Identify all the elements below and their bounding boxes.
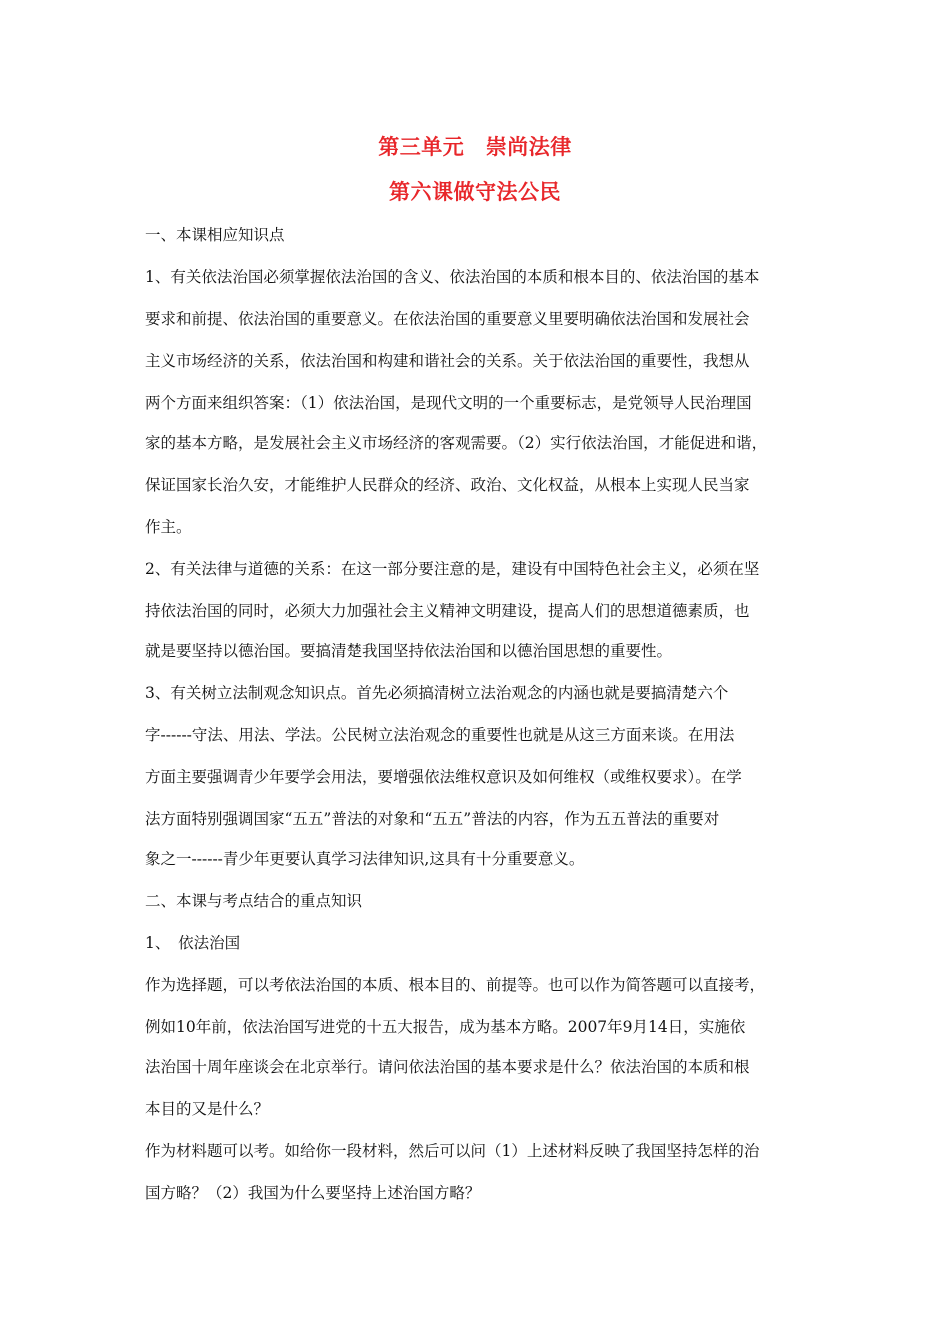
- paragraph-line: 2、有关法律与道德的关系：在这一部分要注意的是，建设有中国特色社会主义，必须在坚: [145, 560, 760, 578]
- paragraph-line: 国方略？（2）我国为什么要坚持上述治国方略？: [145, 1184, 481, 1202]
- paragraph-line: 持依法治国的同时，必须大力加强社会主义精神文明建设，提高人们的思想道德素质，也: [145, 602, 750, 620]
- section-heading-2: 二、本课与考点结合的重点知识: [145, 892, 363, 910]
- paragraph-line: 方面主要强调青少年要学会用法，要增强依法维权意识及如何维权（或维权要求）。在学: [145, 768, 742, 786]
- paragraph-line: 法治国十周年座谈会在北京举行。请问依法治国的基本要求是什么？依法治国的本质和根: [145, 1058, 750, 1076]
- paragraph-line: 象之一------青少年更要认真学习法律知识,这具有十分重要意义。: [145, 850, 585, 868]
- paragraph-line: 本目的又是什么？: [145, 1100, 270, 1118]
- subsection-heading: 1、 依法治国: [145, 934, 241, 952]
- paragraph-line: 家的基本方略，是发展社会主义市场经济的客观需要。（2）实行依法治国，才能促进和谐，: [145, 434, 768, 452]
- paragraph-line: 作为材料题可以考。如给你一段材料，然后可以问（1）上述材料反映了我国坚持怎样的治: [145, 1142, 760, 1160]
- paragraph-line: 两个方面来组织答案：（1）依法治国，是现代文明的一个重要标志，是党领导人民治理国: [145, 394, 752, 412]
- paragraph-line: 作主。: [145, 518, 192, 536]
- paragraph-line: 作为选择题，可以考依法治国的本质、根本目的、前提等。也可以作为简答题可以直接考，: [145, 976, 766, 994]
- lesson-title: 第六课做守法公民: [389, 179, 561, 204]
- paragraph-line: 主义市场经济的关系，依法治国和构建和谐社会的关系。关于依法治国的重要性，我想从: [145, 352, 750, 370]
- paragraph-line: 法方面特别强调国家“五五”普法的对象和“五五”普法的内容，作为五五普法的重要对: [145, 810, 720, 828]
- paragraph-line: 要求和前提、依法治国的重要意义。在依法治国的重要意义里要明确依法治国和发展社会: [145, 310, 750, 328]
- paragraph-line: 3、有关树立法制观念知识点。首先必须搞清树立法治观念的内涵也就是要搞清楚六个: [145, 684, 729, 702]
- paragraph-line: 1、有关依法治国必须掌握依法治国的含义、依法治国的本质和根本目的、依法治国的基本: [145, 268, 760, 286]
- paragraph-line: 就是要坚持以德治国。要搞清楚我国坚持依法治国和以德治国思想的重要性。: [145, 642, 673, 660]
- paragraph-line: 字------守法、用法、学法。公民树立法治观念的重要性也就是从这三方面来谈。在用法: [145, 726, 735, 744]
- unit-title: 第三单元 崇尚法律: [378, 134, 572, 159]
- section-heading-1: 一、本课相应知识点: [145, 226, 285, 244]
- paragraph-line: 保证国家长治久安，才能维护人民群众的经济、政治、文化权益，从根本上实现人民当家: [145, 476, 750, 494]
- paragraph-line: 例如10年前，依法治国写进党的十五大报告，成为基本方略。2007年9月14日，实施依: [145, 1018, 746, 1036]
